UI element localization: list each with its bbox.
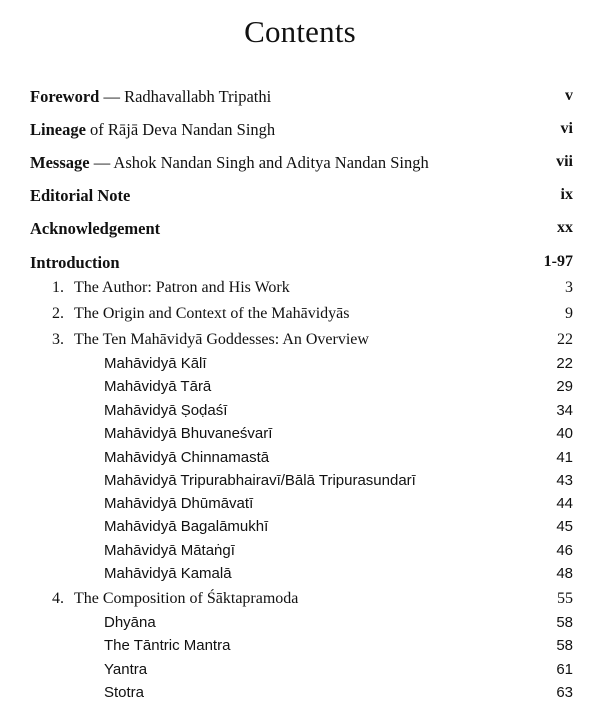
toc-entry-label: Mahāvidyā Tripurabhairavī/Bālā Tripurasundarī (104, 472, 416, 489)
toc-page-number: 43 (556, 472, 573, 489)
toc-entry-heading: Message (30, 153, 90, 172)
toc-page-number: 63 (556, 684, 573, 701)
toc-entry-subtitle: — Ashok Nandan Singh and Aditya Nandan Singh (89, 153, 429, 172)
toc-entry-label (30, 120, 275, 140)
toc-subentry[interactable] (0, 355, 600, 379)
toc-entry-label (30, 153, 429, 173)
toc-entry-label: The Origin and Context of the Mahāvidyās (74, 305, 350, 322)
toc-entry-chapter-4[interactable] (0, 590, 600, 614)
toc-subentry[interactable] (0, 378, 600, 402)
toc-subentry[interactable] (0, 565, 600, 589)
toc-entry-label: The Author: Patron and His Work (74, 279, 290, 296)
toc-chapter-number: 3. (52, 331, 64, 348)
toc-entry-lineage[interactable] (0, 120, 600, 144)
toc-entry-heading: Introduction (30, 253, 120, 272)
toc-subentry[interactable] (0, 661, 600, 685)
toc-page-number: 45 (556, 518, 573, 535)
toc-entry-label: Dhyāna (104, 614, 156, 631)
toc-page-number: 22 (557, 331, 573, 348)
toc-page-number: 22 (556, 355, 573, 372)
toc-subentry[interactable] (0, 449, 600, 473)
toc-subentry[interactable] (0, 495, 600, 519)
toc-page-number: xx (557, 219, 573, 236)
toc-entry-subtitle: of Rājā Deva Nandan Singh (85, 120, 276, 139)
toc-page-number: vii (556, 153, 573, 170)
toc-entry-label: The Composition of Śāktapramoda (74, 590, 299, 607)
toc-chapter-number: 1. (52, 279, 64, 296)
toc-entry-heading: Foreword (30, 87, 100, 106)
toc-entry-label (30, 186, 130, 206)
toc-page-number: 58 (556, 637, 573, 654)
toc-entry-subtitle: — Radhavallabh Tripathi (99, 87, 272, 106)
toc-entry-label: Mahāvidyā Bagalāmukhī (104, 518, 269, 535)
toc-entry-message[interactable] (0, 153, 600, 177)
toc-entry-label: Mahāvidyā Bhuvaneśvarī (104, 425, 273, 442)
toc-chapter-number: 2. (52, 305, 64, 322)
toc-page-number: 48 (556, 565, 573, 582)
toc-entry-label: Mahāvidyā Mātaṅgī (104, 542, 235, 559)
toc-entry-label: The Ten Mahāvidyā Goddesses: An Overview (74, 331, 369, 348)
toc-entry-editorial-note[interactable] (0, 186, 600, 210)
toc-page-number: vi (560, 120, 573, 137)
toc-page-number: 46 (556, 542, 573, 559)
toc-entry-acknowledgement[interactable] (0, 219, 600, 243)
toc-entry-heading: Lineage (30, 120, 86, 139)
toc-subentry[interactable] (0, 425, 600, 449)
toc-page-number: 44 (556, 495, 573, 512)
toc-subentry[interactable] (0, 614, 600, 638)
toc-page-number: 58 (556, 614, 573, 631)
toc-chapter-number: 4. (52, 590, 64, 607)
toc-subentry[interactable] (0, 637, 600, 661)
toc-entry-label: Yantra (104, 661, 148, 678)
toc-entry-label: Stotra (104, 684, 145, 701)
toc-page-number: 41 (556, 449, 573, 466)
toc-entry-label: The Tāntric Mantra (104, 637, 231, 654)
toc-page-number: 29 (556, 378, 573, 395)
toc-entry-label: Mahāvidyā Kālī (104, 355, 207, 372)
toc-entry-label: Mahāvidyā Ṣoḍaśī (104, 402, 228, 419)
toc-page-number: 34 (556, 402, 573, 419)
toc-page-number: 61 (556, 661, 573, 678)
toc-page-number: 1-97 (543, 253, 573, 270)
toc-entry-chapter-1[interactable] (0, 279, 600, 303)
toc-entry-heading: Editorial Note (30, 186, 131, 205)
toc-page-number: 40 (556, 425, 573, 442)
toc-page-number: ix (560, 186, 573, 203)
page-title: Contents (244, 14, 356, 49)
toc-entry-introduction[interactable] (0, 253, 600, 277)
toc-entry-foreword[interactable] (0, 87, 600, 111)
toc-entry-chapter-2[interactable] (0, 305, 600, 329)
toc-entry-label (30, 219, 160, 239)
toc-subentry[interactable] (0, 684, 600, 708)
toc-entry-label: Mahāvidyā Chinnamastā (104, 449, 270, 466)
toc-entry-heading: Acknowledgement (30, 219, 161, 238)
toc-subentry[interactable] (0, 402, 600, 426)
toc-entry-chapter-3[interactable] (0, 331, 600, 355)
toc-page-number: v (565, 87, 573, 104)
toc-entry-label (30, 87, 271, 107)
toc-entry-label (30, 253, 120, 273)
toc-entry-label: Mahāvidyā Kamalā (104, 565, 232, 582)
toc-page-number: 55 (557, 590, 573, 607)
toc-page-number: 9 (565, 305, 573, 322)
toc-page-number: 3 (565, 279, 573, 296)
toc-subentry[interactable] (0, 472, 600, 496)
toc-subentry[interactable] (0, 542, 600, 566)
toc-entry-label: Mahāvidyā Tārā (104, 378, 212, 395)
toc-entry-label: Mahāvidyā Dhūmāvatī (104, 495, 254, 512)
toc-subentry[interactable] (0, 518, 600, 542)
